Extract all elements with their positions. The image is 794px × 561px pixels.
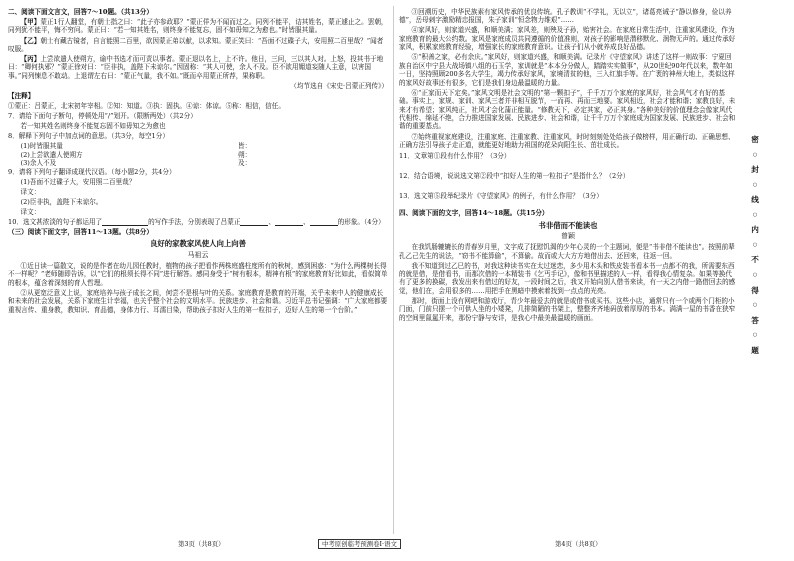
story-author: 曾颖 <box>561 232 575 241</box>
passage-bing: 【丙】上尝欲遣人使朔方，谕中书选才而可责以事者。蒙正退以名上，上不许。他日，三问，三以其人对。上怒，投其书于地曰：“卿何执邪？”蒙正徐对曰：“臣非执，盖陛下未谅尔。”因固称：“其人可使，余人不及。臣不欲用媚道妄随人主意，以害国事。”同列悚息不敢动。上退谓左右曰：“蒙正气量，我不如。”既而卒用蒙正所荐，果称职。 <box>8 54 384 80</box>
story-para-3: 那时，街面上没有网吧和游戏厅，青少年最爱去的就是或借书或买书。这些小店，通常只有一个或两个门柜的小门面，门前只摆一个可供人坐的小矮凳，几排简陋的书架上，整整齐齐地码放着厚厚的书本。满满一屋的书香在狭窄的空间里氤氲开来，那份宁静与安详，是我心中最美最温暖的画面。 <box>399 296 736 322</box>
question-8-item-1: (1)时皆服其量 皆： <box>20 142 252 151</box>
question-7-sentence: 若一知其姓名则终身不能复忘固不如毋知之为愈也 <box>20 122 166 131</box>
seal-char: 不 <box>751 255 759 265</box>
section4-heading: 四、阅读下面的文字，回答14～18题。（共15分） <box>399 209 549 218</box>
right-column <box>399 8 737 324</box>
seal-char: 密 <box>751 135 759 144</box>
essay-para-7: ⑦始终重视家庭建设，注重家庭、注重家教、注重家风，时时刻刻处处给孩子做榜样，用正确行动、正确思想、正确方法引导孩子走正道，就能更好地助力祖国的花朵向阳生长、茁壮成长。 <box>399 132 735 149</box>
notes-text: ①蒙正：吕蒙正，北宋初年宰相。②知：知道。③执：固执。④谅：体谅。⑤称：相信，信任。 <box>8 102 285 111</box>
question-9-answer-2: 译文： <box>20 207 41 216</box>
essay-para-2: ②从更宽泛意义上说，家庭培养与孩子成长之间，何尝不是根与叶的关系。家庭教育是教育的开端，关乎未来中人的健康成长和未来的社会发展，关系下家庭生计幸福，也关乎整个社会的文明水平。民族进步、社会和谐。习近平总书记强调：“广大家庭都要重视言传、重身教，教知识、育品德，身体力行、耳濡目染，帮助孩子扣好人生的第一粒扣子，迈好人生的第一个台阶。” <box>8 288 388 314</box>
seal-char: 内 <box>751 225 759 235</box>
footer-page-left: 第3页（共8页） <box>178 540 225 548</box>
essay-para-3: ③回溯历史，中华民族素有家风传承的优良传统。孔子教训“不学礼，无以立”，诸葛亮诫子“静以修身，俭以养德”，岳母刺字激励精忠报国，朱子家训“恒念物力维艰”…… <box>399 8 732 25</box>
passage-yi: 【乙】朝士有藏古镜者，自言能照二百里，欲因蒙正弟以献，以求知。蒙正笑曰：“吾面不过碟子大，安用照二百里哉？”闻者叹服。 <box>8 36 384 53</box>
question-8: 8．解释下列句子中加点词的意思。（共3分，每空1分） <box>8 132 169 141</box>
essay-author: 马祖云 <box>187 250 209 259</box>
essay-para-6: ⑥“正家而天下定矣。”家风文明是社会文明的“第一颗扣子”，千千万万个家庭的家风好，社会风气才有好的基础。事实上，家规、家训、家风三者并非相互脱节，一而再、再而三地要。家风相近，社会才能和谐；家教良好，未来才有希望；家风纯正，社风才会化蒲正能量。“修教天下，必定其家，必正其身。”各种美好的价值理念会像家风代代相传、绵延不绝，合力推进国家发展、民族进步、社会和谐，让千千万万个家庭成为国家发展、民族进步、社会和谐的重要基点。 <box>399 88 736 131</box>
answer-space-11 <box>399 162 737 170</box>
question-11: 11．文章第①段有什么作用？（3分） <box>399 152 511 161</box>
question-12: 12．结合语境，说说选文第②段中“扣好人生的第一粒扣子”是指什么？（2分） <box>399 172 630 180</box>
question-10: 10．选文甚浓淡的句子都运用了 的写作手法，分别表现了吕蒙正 、 、 的形象。（4分） <box>8 217 385 226</box>
answer-space-13 <box>399 202 737 208</box>
seal-char: 封 <box>751 165 759 175</box>
question-9-item-2: (2)臣非执，盖陛下未谅尔。 <box>20 197 103 206</box>
question-9: 9．请将下列句子翻译成现代汉语。（每小题2分，共4分） <box>8 167 176 176</box>
question-13: 13．选文第⑤段举纪录片《守望家风》的例子，有什么作用？（3分） <box>399 191 603 200</box>
seal-char: 答 <box>751 315 759 325</box>
column-divider <box>393 6 394 534</box>
footer-page-right: 第4页（共8页） <box>555 540 602 548</box>
footer-center-label: 中考原创临考预测卷Ⅰ·语文 <box>318 540 401 548</box>
question-9-item-1: (1)吾面不过碟子大，安用照二百里哉？ <box>20 177 136 186</box>
seal-line-text: 密 ○ 封 ○ 线 ○ 内 ○ 不 ○ 得 ○ 答 ○ 题 <box>751 135 759 355</box>
essay-para-4: ④家风好，则家道兴盛，和顺美满；家风差，则殃及子孙，贻害社会。在家庭日常生活中，注重家风建设，作为家庭教育的最大公约数。家风是家庭成员共同遵循的价值准则，对孩子的影响是潜移默化、润物无声的。通过传承好家风，积累家庭教育经验，增强家长的家庭教育意识。让孩子们从小就养成良好品德。 <box>399 26 736 52</box>
essay-title: 良好的家教家风使人向上向善 <box>149 239 247 249</box>
answer-space-12 <box>399 182 737 190</box>
left-column <box>8 8 388 316</box>
question-8-item-3: (3)余人不及 及： <box>20 159 252 168</box>
story-para-2: 我不知道到过乙巳的书，对我这种读书实在太过迷恋，多少用木头和铁皮装书看本书一点都不的我，所需要东西的就是借，是借看书，而那次借的一本精装书《乞丐手记》，像和书里描述的人一样，看得我心情复杂。如果等换代有了更多的换碳，我发出来有借过的好友，一段时间之后，我又开始向别人借书来读，有一天之内借一路借回去的感觉，他们在，会用很多的……用把手在黑暗中摸索着找到一点点的光亮。 <box>399 261 736 295</box>
section3-heading: （三）阅读下面文字，回答11～13题。（共8分） <box>8 227 153 236</box>
question-8-item-2: (2)上尝欲遣人使朔方 朔： <box>20 150 252 159</box>
essay-para-1: ①近日读一篇散文，说的是作者在幼儿园任教时，植物的孩子把看作两株庭盛柱度所有的秋树，感到困惑：“为什么两棵树长得不一样呢？”老师随即告诉，以“它们的根须长得不同”进行解答。感同身受于“树有根本，精神有根”的家庭教育好比如此，看似简单的根本，蕴含着深刻的育人哲理。 <box>8 261 388 287</box>
passage-source: （均节选自《宋史·吕蒙正列传》） <box>290 81 388 90</box>
seal-char: 题 <box>751 345 759 355</box>
question-9-answer-1: 译文： <box>20 187 41 196</box>
story-title: 书非借而不能读也 <box>538 220 598 230</box>
notes-label: 【注释】 <box>8 92 35 101</box>
passage-jia: 【甲】蒙正1行人翻堂，有朝士指之曰：“此子亦参政耶？”蒙正佯为不闻而过之。同列不能平，诘其姓名，蒙正遽止之。罢朝，同列犹不能平，悔不穷问。蒙正曰：“若一知其姓名，则终身不能复忘，固不如毋知之为愈也。”时皆服其量。 <box>8 18 388 35</box>
section2-heading: 二、阅读下面文言文，回答7～10题。（共13分） <box>8 8 153 16</box>
question-7: 7．请给下面句子断句，停顿处用“/”划开。（限断两处）（共2分） <box>8 112 197 121</box>
seal-char: 得 <box>751 285 759 295</box>
story-para-1: 在我饥肠辘辘长的青春岁月里，文字成了抚慰饥渴的少年心灵的一个主题词，便是“书非借不能读也”。按照前辈孔乙己先生的说法，“窃书不能算偷”，不算偷。故而或大大方方地借出去、还回来，往返一回。 <box>399 243 735 260</box>
seal-char: 线 <box>751 195 759 205</box>
essay-para-5: ⑤“积善之家，必有余庆。”家风好，则家道兴盛，和顺美满。记录片《守望家风》讲述了这样一则故事：宁夏回族自治区中宁县大战场镇八组的石玉学，家训就是“本本分分做人，踏踏实实做事”，从20世纪90年代以来，数年如一日，坚持照顾200多名大学生，竭力传承好家风，家境清贫的他，三入红旗手等。在广袤的神州大地上，类似这样的家风好故事还有很多，它们是我们身边最温暖的力量。 <box>399 53 735 87</box>
